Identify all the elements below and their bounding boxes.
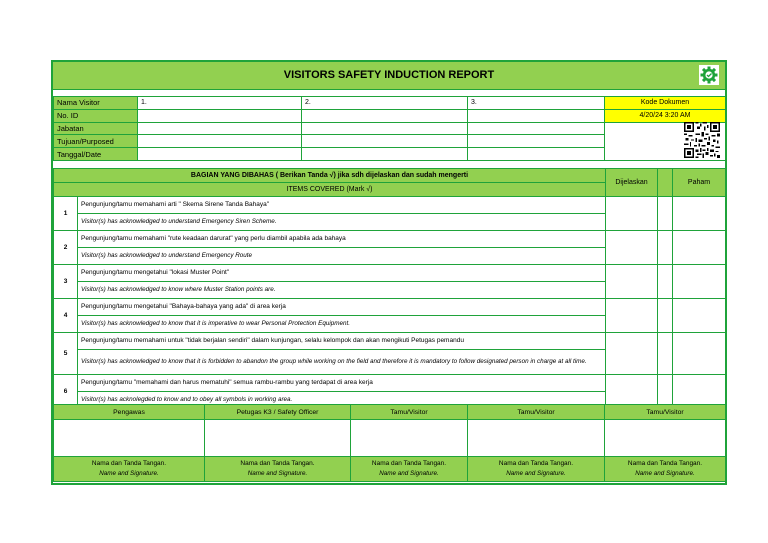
visitor-3-id-field[interactable] xyxy=(468,109,605,122)
signature-caption-en: Name and Signature. xyxy=(635,470,695,477)
signature-box-safety-officer[interactable] xyxy=(205,420,351,457)
signature-box-visitor-3[interactable] xyxy=(605,420,726,457)
label-tanggal: Tanggal/Date xyxy=(54,148,138,161)
visitor-3-tanggal-field[interactable] xyxy=(468,148,605,161)
signature-caption-id: Nama dan Tanda Tangan. xyxy=(240,460,315,467)
col-dijelaskan: Dijelaskan xyxy=(606,169,658,197)
signature-caption-id: Nama dan Tanda Tangan. xyxy=(498,460,574,467)
visitor-2-name-field[interactable]: 2. xyxy=(302,97,468,110)
item-1-paham-checkbox[interactable] xyxy=(673,197,726,231)
signature-header-visitor-1: Tamu/Visitor xyxy=(351,405,468,420)
item-text-en: Visitor(s) has acknolegded to know and to obey all symbols in working area. xyxy=(78,392,606,409)
visitor-2-jabatan-field[interactable] xyxy=(302,122,468,135)
item-5-spacer xyxy=(658,333,673,375)
item-4-spacer xyxy=(658,299,673,333)
visitor-2-tujuan-field[interactable] xyxy=(302,135,468,148)
info-row-name xyxy=(54,97,726,110)
label-nama-visitor: Nama Visitor xyxy=(54,97,138,110)
item-text-en: Visitor(s) has acknowledged to know where Muster Station points are. xyxy=(78,282,606,299)
item-4-dijelaskan-checkbox[interactable] xyxy=(606,299,658,333)
visitor-1-jabatan-field[interactable] xyxy=(138,122,302,135)
item-3-spacer xyxy=(658,265,673,299)
visitor-3-name-field[interactable]: 3. xyxy=(468,97,605,110)
item-row-3 xyxy=(54,265,726,282)
item-number: 2 xyxy=(54,231,78,265)
item-5-paham-checkbox[interactable] xyxy=(673,333,726,375)
signature-box-visitor-1[interactable] xyxy=(351,420,468,457)
kode-dokumen-value: 4/20/24 3:20 AM xyxy=(605,109,726,122)
signature-box-visitor-2[interactable] xyxy=(468,420,605,457)
title-bar xyxy=(53,62,725,90)
item-row-1 xyxy=(54,197,726,214)
gear-safety-icon xyxy=(699,65,719,85)
signature-caption-en: Name and Signature. xyxy=(99,470,159,477)
item-text-en: Visitor(s) has acknowledged to understand Emergency Siren Scheme. xyxy=(78,214,606,231)
item-text-id: Pengunjung/tamu memahami "rute keadaan darurat" yang perlu diambil apabila ada bahaya xyxy=(78,231,606,248)
item-1-dijelaskan-checkbox[interactable] xyxy=(606,197,658,231)
qr-code-icon xyxy=(682,122,722,158)
signature-caption xyxy=(351,457,468,482)
items-covered-title: ITEMS COVERED (Mark √) xyxy=(54,183,606,197)
visitor-2-id-field[interactable] xyxy=(302,109,468,122)
signature-caption-en: Name and Signature. xyxy=(379,470,439,477)
visitor-2-tanggal-field[interactable] xyxy=(302,148,468,161)
signature-table xyxy=(53,404,726,482)
item-number: 4 xyxy=(54,299,78,333)
signature-caption-id: Nama dan Tanda Tangan. xyxy=(91,460,167,467)
signature-header-visitor-3: Tamu/Visitor xyxy=(605,405,726,420)
item-text-en: Visitor(s) has acknowledged to understand Emergency Route xyxy=(78,248,606,265)
item-row-5 xyxy=(54,333,726,350)
item-text-id: Pengunjung/tamu "memahami dan harus mematuhi" semua rambu-rambu yang terdapat di area kerja xyxy=(78,375,606,392)
item-4-paham-checkbox[interactable] xyxy=(673,299,726,333)
item-2-paham-checkbox[interactable] xyxy=(673,231,726,265)
item-3-dijelaskan-checkbox[interactable] xyxy=(606,265,658,299)
item-number: 3 xyxy=(54,265,78,299)
kode-dokumen-label: Kode Dokumen xyxy=(605,97,726,110)
col-paham: Paham xyxy=(673,169,726,197)
item-number: 6 xyxy=(54,375,78,409)
signature-caption-id: Nama dan Tanda Tangan. xyxy=(371,460,447,467)
visitor-1-tujuan-field[interactable] xyxy=(138,135,302,148)
item-number: 1 xyxy=(54,197,78,231)
visitor-1-name-field[interactable]: 1. xyxy=(138,97,302,110)
item-text-id: Pengunjung/tamu mengetahui "Bahaya-bahaya yang ada" di area kerja xyxy=(78,299,606,316)
visitor-3-jabatan-field[interactable] xyxy=(468,122,605,135)
visitor-1-id-field[interactable] xyxy=(138,109,302,122)
visitor-1-tanggal-field[interactable] xyxy=(138,148,302,161)
item-2-spacer xyxy=(658,231,673,265)
signature-box-pengawas[interactable] xyxy=(54,420,205,457)
signature-caption-en: Name and Signature. xyxy=(247,470,308,477)
signature-header-row xyxy=(54,405,726,420)
items-covered-table xyxy=(53,168,726,409)
item-text-en: Visitor(s) has acknowledged to know that it is forbidden to abandon the group while working on the field and therefore it is mandatory to follow designated person in charge at all time. xyxy=(78,350,606,375)
report-sheet xyxy=(51,60,727,485)
signature-header-visitor-2: Tamu/Visitor xyxy=(468,405,605,420)
items-header-row-1 xyxy=(54,169,726,183)
item-text-id: Pengunjung/tamu mengetahui "lokasi Muster Point" xyxy=(78,265,606,282)
info-row-id xyxy=(54,109,726,122)
signature-header-safety-officer: Petugas K3 / Safety Officer xyxy=(205,405,351,420)
item-1-spacer xyxy=(658,197,673,231)
col-spacer xyxy=(658,169,673,197)
item-2-dijelaskan-checkbox[interactable] xyxy=(606,231,658,265)
visitor-3-tujuan-field[interactable] xyxy=(468,135,605,148)
item-number: 5 xyxy=(54,333,78,375)
signature-caption-en: Name and Signature. xyxy=(506,470,566,477)
visitor-info-table xyxy=(53,96,726,161)
signature-caption-id: Nama dan Tanda Tangan. xyxy=(627,460,703,467)
item-text-id: Pengunjung/tamu memahami arti " Skema Sirene Tanda Bahaya" xyxy=(78,197,606,214)
label-jabatan: Jabatan xyxy=(54,122,138,135)
signature-caption xyxy=(54,457,205,482)
section-title: BAGIAN YANG DIBAHAS ( Berikan Tanda √) jika sdh dijelaskan dan sudah mengerti xyxy=(54,169,606,183)
signature-caption xyxy=(468,457,605,482)
signature-box-row xyxy=(54,420,726,457)
item-row-6 xyxy=(54,375,726,392)
item-3-paham-checkbox[interactable] xyxy=(673,265,726,299)
label-no-id: No. ID xyxy=(54,109,138,122)
item-text-en: Visitor(s) has acknowledged to know that it is imperative to wear Personal Protection Equipment. xyxy=(78,316,606,333)
signature-footer-row xyxy=(54,457,726,482)
signature-caption xyxy=(605,457,726,482)
item-row-4 xyxy=(54,299,726,316)
item-text-id: Pengunjung/tamu memahami untuk "tidak berjalan sendiri" dalam kunjungan, selalu kelompok dan akan mengikuti Petugas pemandu xyxy=(78,333,606,350)
report-title: VISITORS SAFETY INDUCTION REPORT xyxy=(283,69,495,81)
signature-header-pengawas: Pengawas xyxy=(54,405,205,420)
item-row-2 xyxy=(54,231,726,248)
label-tujuan: Tujuan/Purposed xyxy=(54,135,138,148)
info-row-jabatan xyxy=(54,122,726,135)
signature-caption xyxy=(205,457,351,482)
item-5-dijelaskan-checkbox[interactable] xyxy=(606,333,658,375)
